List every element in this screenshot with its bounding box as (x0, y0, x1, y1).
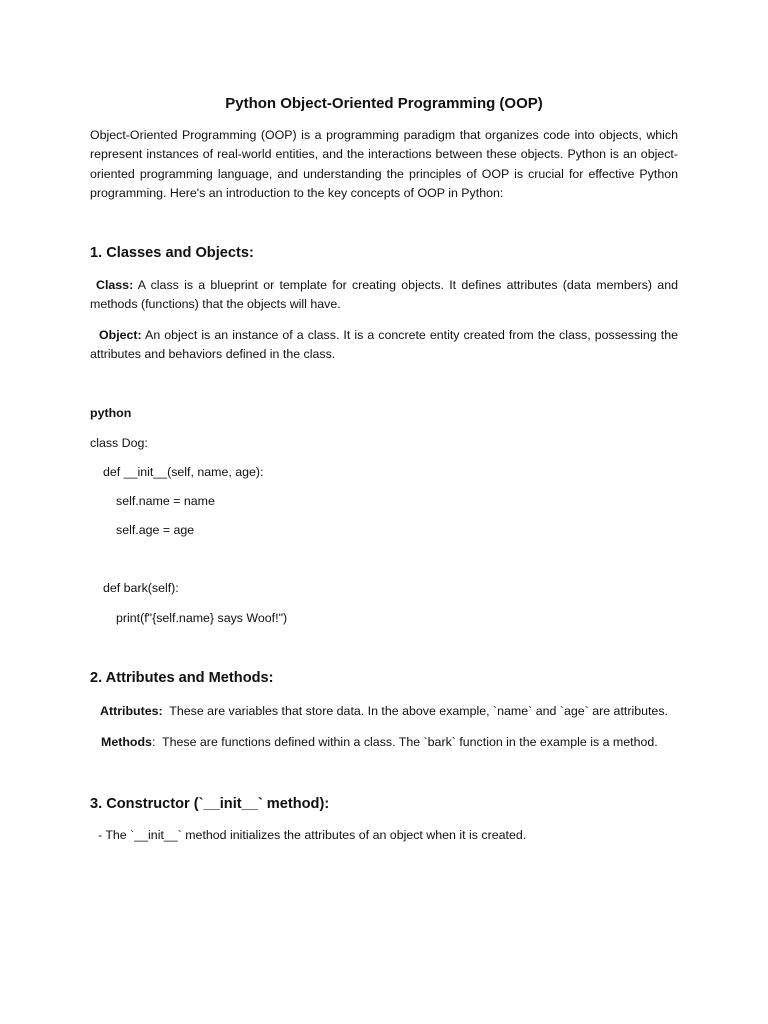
class-definition (90, 276, 678, 315)
intro-paragraph: Object-Oriented Programming (OOP) is a programming paradigm that organizes code into objects, which represent instances of real-world entities, and the interactions between these objects. Python is an object-oriented programming language, and understanding the principles of OOP is crucial for effective Python programming. Here's an introduction to the key concepts of OOP in Python: (90, 128, 678, 200)
code-line: self.age = age (116, 523, 195, 537)
code-language-label: python (90, 406, 132, 420)
attributes-definition (100, 702, 668, 720)
section-heading-constructor: 3. Constructor (`__init__` method): (90, 796, 330, 812)
code-line: self.name = name (116, 494, 215, 508)
code-line: def __init__(self, name, age): (103, 465, 264, 479)
class-description: A class is a blueprint or template for creating objects. It defines attributes (data members) and methods (functions) that the objects will have. (90, 278, 678, 312)
object-definition (90, 326, 678, 365)
attributes-term: Attributes: (100, 704, 163, 718)
document-title: Python Object-Oriented Programming (OOP) (225, 95, 543, 112)
constructor-description: - The `__init__` method initializes the attributes of an object when it is created. (98, 828, 527, 842)
methods-description: : These are functions defined within a class. The `bark` function in the example is a method. (151, 735, 658, 749)
object-description: An object is an instance of a class. It is a concrete entity created from the class, possessing the attributes and behaviors defined in the class. (90, 328, 678, 362)
code-line: print(f"{self.name} says Woof!") (116, 611, 288, 625)
methods-term: Methods (101, 735, 152, 749)
object-term: Object: (99, 328, 142, 342)
attributes-description: These are variables that store data. In the above example, `name` and `age` are attributes. (162, 704, 668, 718)
section-heading-attributes-methods: 2. Attributes and Methods: (90, 670, 274, 686)
code-line: class Dog: (90, 436, 148, 450)
code-line: def bark(self): (103, 581, 179, 595)
class-term: Class: (96, 278, 134, 292)
section-heading-classes-objects: 1. Classes and Objects: (90, 245, 254, 261)
methods-definition (101, 733, 658, 751)
